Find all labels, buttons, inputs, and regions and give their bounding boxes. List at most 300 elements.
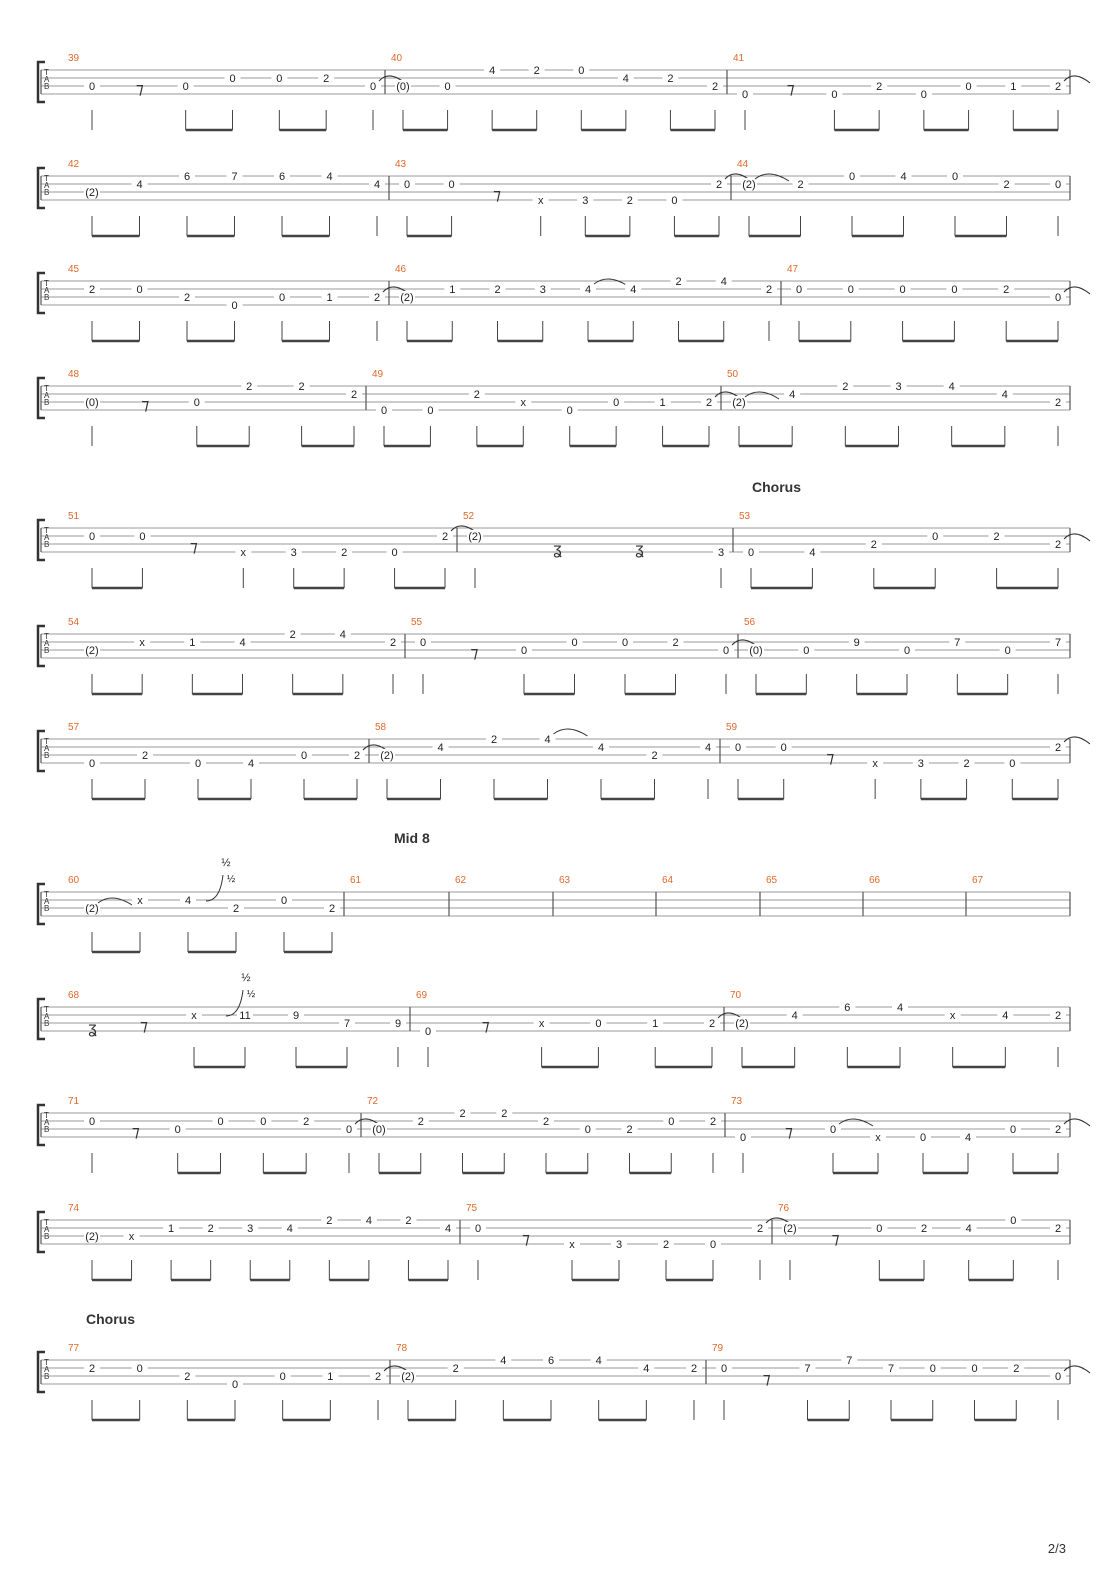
fret-number: (0) (85, 397, 99, 409)
tab-clef-letter: A (44, 744, 50, 753)
tab-system (38, 369, 1070, 446)
fret-number: 2 (690, 1363, 698, 1375)
fret-number: 0 (1054, 179, 1062, 191)
fret-number: 2 (797, 179, 804, 191)
fret-number: (2) (85, 1231, 99, 1243)
section-label: Mid 8 (394, 830, 430, 846)
fret-number: 2 (1054, 81, 1062, 93)
tab-clef-letter: T (44, 737, 49, 746)
measure-number: 47 (787, 264, 799, 275)
measure-number: 78 (396, 1343, 408, 1354)
fret-number: 2 (323, 73, 330, 85)
tab-clef-letter: T (44, 174, 49, 183)
fret-number: (2) (732, 397, 746, 409)
fret-number: 0 (136, 1363, 143, 1375)
tab-clef-letter: A (44, 75, 50, 84)
measure-number: 63 (559, 875, 571, 886)
fret-number: 4 (365, 1215, 372, 1227)
fret-number: 11 (239, 1010, 251, 1022)
fret-number: 3 (717, 547, 725, 559)
tab-clef-letter: T (44, 632, 49, 641)
measure-number: 48 (68, 369, 80, 380)
measure-number: 54 (68, 617, 80, 628)
measure-number: 51 (68, 511, 80, 522)
fret-number: 2 (711, 81, 719, 93)
section-label: Chorus (86, 1311, 135, 1327)
fret-number: 0 (720, 1363, 728, 1375)
fret-number: 0 (668, 1116, 675, 1128)
rest-symbol: ⁊ (481, 1018, 490, 1035)
tie-arc (1064, 1366, 1090, 1373)
dead-note: x (137, 895, 143, 907)
measure-number: 50 (727, 369, 739, 380)
fret-number: 0 (571, 637, 578, 649)
fret-number: (2) (380, 750, 394, 762)
quarter-rest-symbol: ʓ (553, 541, 562, 558)
fret-number: 2 (88, 284, 96, 296)
fret-number: 2 (675, 276, 682, 288)
fret-number: 0 (584, 1124, 591, 1136)
fret-number: 0 (345, 1124, 353, 1136)
fret-number: 2 (756, 1223, 764, 1235)
fret-number: (2) (85, 903, 99, 915)
fret-number: 1 (652, 1018, 659, 1030)
measure-number: 59 (726, 722, 738, 733)
fret-number: 2 (298, 381, 305, 393)
tab-clef-letter: B (44, 82, 50, 91)
dead-note: x (949, 1010, 956, 1022)
fret-number: 0 (419, 637, 427, 649)
fret-number: 4 (239, 637, 246, 649)
fret-number: 1 (327, 1371, 334, 1383)
fret-number: 2 (141, 750, 149, 762)
bend-sub-label: ½ (246, 989, 256, 1000)
tab-clef-letter: A (44, 1365, 50, 1374)
tab-clef-letter: A (44, 639, 50, 648)
tie-arc (1064, 287, 1090, 294)
measure-number: 74 (68, 1203, 80, 1214)
fret-number: 2 (1054, 539, 1062, 551)
dead-note: x (191, 1010, 197, 1022)
fret-number: 4 (948, 381, 955, 393)
fret-number: 4 (444, 1223, 452, 1235)
measure-number: 44 (737, 159, 749, 170)
fret-number: 4 (247, 758, 255, 770)
fret-number: 0 (280, 895, 288, 907)
dead-note: x (240, 547, 247, 559)
fret-number: 0 (722, 645, 730, 657)
fret-number: 9 (853, 637, 860, 649)
fret-number: 0 (671, 195, 678, 207)
fret-number: 0 (217, 1116, 224, 1128)
bend-sub-label: ½ (226, 874, 236, 885)
fret-number: 4 (791, 1010, 798, 1022)
tie-arc (1064, 737, 1090, 744)
fret-number: 0 (578, 65, 585, 77)
fret-number: 0 (276, 73, 283, 85)
fret-number: 0 (848, 171, 856, 183)
fret-number: 6 (183, 171, 191, 183)
page-number: 2/3 (1047, 1541, 1066, 1556)
fret-number: 7 (887, 1363, 895, 1375)
fret-number: 4 (373, 179, 381, 191)
fret-number: 2 (184, 1371, 191, 1383)
fret-number: 0 (444, 81, 451, 93)
tie-arc (1064, 76, 1090, 83)
fret-number: 2 (993, 531, 1000, 543)
fret-number: 2 (672, 637, 679, 649)
fret-number: 0 (734, 742, 742, 754)
rest-symbol: ⁊ (785, 1124, 793, 1141)
fret-number: 4 (630, 284, 637, 296)
fret-number: 4 (622, 73, 629, 85)
fret-number: 2 (920, 1223, 928, 1235)
tab-clef-letter: B (44, 188, 50, 197)
measure-number: 77 (68, 1343, 80, 1354)
tab-clef-letter: B (44, 293, 50, 302)
fret-number: 2 (459, 1108, 466, 1120)
fret-number: 2 (542, 1116, 550, 1128)
fret-number: 2 (963, 758, 970, 770)
tie-arc (1064, 534, 1090, 541)
measure-number: 53 (739, 511, 751, 522)
fret-number: (2) (85, 187, 99, 199)
fret-number: 2 (1003, 284, 1010, 296)
tab-clef-letter: T (44, 68, 49, 77)
fret-number: 2 (303, 1116, 310, 1128)
fret-number: 2 (1013, 1363, 1020, 1375)
fret-number: 0 (803, 645, 810, 657)
tab-clef-letter: A (44, 286, 50, 295)
fret-number: 4 (643, 1363, 650, 1375)
fret-number: 2 (1054, 1223, 1062, 1235)
fret-number: 0 (88, 531, 96, 543)
fret-number: 4 (184, 895, 192, 907)
fret-number: 0 (951, 284, 958, 296)
tab-system (38, 722, 1090, 799)
fret-number: 9 (394, 1018, 402, 1030)
fret-number: 6 (278, 171, 286, 183)
fret-number: 0 (231, 300, 238, 312)
measure-number: 43 (395, 159, 407, 170)
fret-number: 0 (847, 284, 854, 296)
fret-number: 0 (279, 1371, 286, 1383)
fret-number: 2 (326, 1215, 333, 1227)
fret-number: 2 (389, 637, 397, 649)
measure-number: 75 (466, 1203, 478, 1214)
measure-number: 70 (730, 990, 742, 1001)
rest-symbol: ⁊ (762, 1371, 771, 1388)
tab-clef-letter: B (44, 646, 50, 655)
measure-number: 79 (712, 1343, 724, 1354)
fret-number: 2 (328, 903, 336, 915)
tie-arc (594, 279, 628, 286)
measure-number: 71 (68, 1096, 80, 1107)
fret-number: 0 (260, 1116, 267, 1128)
fret-number: 2 (501, 1108, 508, 1120)
measure-number: 55 (411, 617, 423, 628)
fret-number: 2 (473, 389, 480, 401)
fret-number: 0 (920, 89, 927, 101)
tab-system (38, 617, 1070, 694)
fret-number: 2 (870, 539, 877, 551)
fret-number: 4 (136, 179, 143, 191)
fret-number: 0 (1054, 1371, 1062, 1383)
fret-number: 0 (139, 531, 146, 543)
fret-number: 0 (903, 645, 911, 657)
tie-arc (755, 174, 789, 181)
dead-note: x (538, 1018, 545, 1030)
tab-system (38, 972, 1070, 1067)
fret-number: 2 (441, 531, 449, 543)
fret-number: (0) (396, 81, 410, 93)
measure-number: 56 (744, 617, 756, 628)
fret-number: 2 (232, 903, 240, 915)
rest-symbol: ⁊ (135, 81, 144, 98)
fret-number: 4 (584, 284, 592, 296)
tab-clef-letter: A (44, 1225, 50, 1234)
fret-number: 4 (809, 547, 816, 559)
fret-number: 1 (168, 1223, 175, 1235)
tab-system (38, 264, 1090, 341)
fret-number: 0 (403, 179, 411, 191)
fret-number: (2) (400, 292, 414, 304)
fret-number: 2 (417, 1116, 424, 1128)
fret-number: 0 (278, 292, 286, 304)
bend-label: ½ (241, 972, 251, 984)
fret-number: 2 (533, 65, 540, 77)
fret-number: 2 (1054, 1010, 1062, 1022)
fret-number: 4 (339, 629, 346, 641)
fret-number: 0 (795, 284, 803, 296)
fret-number: (2) (401, 1371, 415, 1383)
fret-number: 2 (246, 381, 253, 393)
fret-number: 3 (582, 195, 589, 207)
fret-number: 0 (88, 1116, 96, 1128)
tie-arc (745, 392, 779, 399)
tab-system (38, 1203, 1070, 1280)
fret-number: 0 (136, 284, 143, 296)
measure-number: 60 (68, 875, 80, 886)
fret-number: 0 (876, 1223, 883, 1235)
fret-number: 4 (704, 742, 712, 754)
fret-number: 0 (174, 1124, 181, 1136)
fret-number: 0 (929, 1363, 936, 1375)
tab-clef-letter: T (44, 1111, 49, 1120)
rest-symbol: ⁊ (140, 1018, 148, 1035)
tab-clef-letter: T (44, 1358, 49, 1367)
tab-system (38, 511, 1090, 588)
rest-symbol: ⁊ (522, 1231, 530, 1248)
tab-clef-letter: A (44, 1118, 50, 1127)
fret-number: (2) (468, 531, 482, 543)
fret-number: 0 (1004, 645, 1011, 657)
fret-number: 4 (965, 1223, 972, 1235)
fret-number: 0 (899, 284, 906, 296)
fret-number: 4 (489, 65, 496, 77)
fret-number: 2 (341, 547, 348, 559)
tab-system (38, 159, 1070, 236)
bend-arrow (206, 875, 223, 901)
fret-number: 7 (231, 171, 238, 183)
fret-number: 0 (780, 742, 787, 754)
fret-number: (2) (742, 179, 756, 191)
fret-number: 7 (804, 1363, 811, 1375)
fret-number: 0 (741, 89, 749, 101)
fret-number: 4 (964, 1132, 972, 1144)
fret-number: 0 (621, 637, 629, 649)
tab-clef-letter: A (44, 181, 50, 190)
fret-number: 2 (715, 179, 723, 191)
fret-number: 7 (343, 1018, 351, 1030)
fret-number: 0 (739, 1132, 747, 1144)
measure-number: 64 (662, 875, 674, 886)
fret-number: 2 (667, 73, 674, 85)
rest-symbol: ⁊ (826, 750, 835, 767)
measure-number: 46 (395, 264, 407, 275)
fret-number: 0 (391, 547, 398, 559)
fret-number: 2 (350, 389, 358, 401)
fret-number: 7 (846, 1355, 853, 1367)
tab-system (38, 1343, 1090, 1420)
fret-number: 2 (708, 1018, 716, 1030)
rest-symbol: ⁊ (189, 539, 198, 556)
fret-number: 2 (1003, 179, 1010, 191)
measure-number: 69 (416, 990, 428, 1001)
tab-clef-letter: B (44, 904, 50, 913)
fret-number: (0) (372, 1124, 386, 1136)
fret-number: 0 (1009, 758, 1016, 770)
tie-arc (554, 729, 588, 736)
fret-number: 2 (1054, 397, 1062, 409)
tab-clef-letter: T (44, 279, 49, 288)
dead-note: x (875, 1132, 881, 1144)
fret-number: 1 (1010, 81, 1017, 93)
tab-clef-letter: B (44, 1372, 50, 1381)
fret-number: 4 (437, 742, 444, 754)
fret-number: 1 (326, 292, 333, 304)
measure-number: 52 (463, 511, 475, 522)
fret-number: 4 (789, 389, 796, 401)
fret-number: 4 (1001, 389, 1008, 401)
measure-number: 45 (68, 264, 80, 275)
fret-number: 0 (380, 405, 388, 417)
fret-number: 2 (452, 1363, 459, 1375)
fret-number: 0 (474, 1223, 482, 1235)
fret-number: 4 (326, 171, 333, 183)
fret-number: 2 (207, 1223, 214, 1235)
measure-number: 40 (391, 53, 403, 64)
tab-clef-letter: A (44, 391, 50, 400)
fret-number: 9 (292, 1010, 300, 1022)
rest-symbol: ⁊ (786, 81, 795, 98)
measure-number: 65 (766, 875, 778, 886)
tab-clef-letter: B (44, 1232, 50, 1241)
rest-symbol: ⁊ (493, 187, 502, 204)
tab-system (38, 857, 1070, 952)
rest-symbol: ⁊ (141, 397, 150, 414)
fret-number: 4 (544, 734, 551, 746)
fret-number: 0 (709, 1239, 717, 1251)
tab-clef-letter: T (44, 384, 49, 393)
quarter-rest-symbol: ʓ (88, 1020, 97, 1037)
fret-number: 0 (182, 81, 189, 93)
rest-symbol: ⁊ (470, 645, 479, 662)
fret-number: 0 (427, 405, 434, 417)
fret-number: 2 (289, 629, 296, 641)
fret-number: 0 (193, 397, 200, 409)
tab-clef-letter: T (44, 1005, 49, 1014)
fret-number: 0 (831, 89, 838, 101)
dead-note: x (569, 1239, 575, 1251)
fret-number: 0 (965, 81, 972, 93)
fret-number: 2 (626, 195, 633, 207)
measure-number: 41 (733, 53, 745, 64)
fret-number: 2 (1054, 1124, 1062, 1136)
fret-number: 2 (709, 1116, 717, 1128)
measure-number: 66 (869, 875, 881, 886)
measure-number: 39 (68, 53, 80, 64)
tab-system (38, 53, 1090, 130)
quarter-rest-symbol: ʓ (635, 541, 644, 558)
fret-number: 7 (954, 637, 961, 649)
fret-number: 3 (247, 1223, 254, 1235)
fret-number: 3 (895, 381, 902, 393)
fret-number: 7 (1054, 637, 1062, 649)
fret-number: 4 (597, 742, 605, 754)
measure-number: 62 (455, 875, 467, 886)
measure-number: 76 (778, 1203, 790, 1214)
fret-number: 0 (1054, 292, 1062, 304)
fret-number: 0 (448, 179, 455, 191)
dead-note: x (139, 637, 145, 649)
rest-symbol: ⁊ (831, 1231, 840, 1248)
measure-number: 72 (367, 1096, 379, 1107)
rest-symbol: ⁊ (131, 1124, 140, 1141)
fret-number: 3 (917, 758, 924, 770)
fret-number: 6 (844, 1002, 851, 1014)
measure-number: 67 (972, 875, 984, 886)
fret-number: 3 (615, 1239, 623, 1251)
fret-number: 0 (613, 397, 620, 409)
fret-number: 0 (951, 171, 959, 183)
fret-number: 0 (829, 1124, 837, 1136)
measure-number: 68 (68, 990, 80, 1001)
bend-label: ½ (221, 857, 231, 869)
measure-number: 73 (731, 1096, 743, 1107)
fret-number: 0 (88, 758, 96, 770)
fret-number: 4 (896, 1002, 904, 1014)
fret-number: 2 (876, 81, 883, 93)
fret-number: 2 (374, 1371, 382, 1383)
tab-clef-letter: A (44, 1012, 50, 1021)
fret-number: 2 (405, 1215, 412, 1227)
fret-number: 0 (919, 1132, 927, 1144)
fret-number: 4 (500, 1355, 507, 1367)
fret-number: 2 (494, 284, 501, 296)
fret-number: (2) (735, 1018, 749, 1030)
dead-note: x (872, 758, 878, 770)
fret-number: 0 (231, 1379, 239, 1391)
tie-arc (839, 1119, 873, 1126)
fret-number: 1 (189, 637, 196, 649)
fret-number: 0 (971, 1363, 978, 1375)
fret-number: 2 (353, 750, 361, 762)
fret-number: (2) (85, 645, 99, 657)
tab-clef-letter: B (44, 398, 50, 407)
fret-number: 6 (547, 1355, 555, 1367)
tab-clef-letter: A (44, 897, 50, 906)
